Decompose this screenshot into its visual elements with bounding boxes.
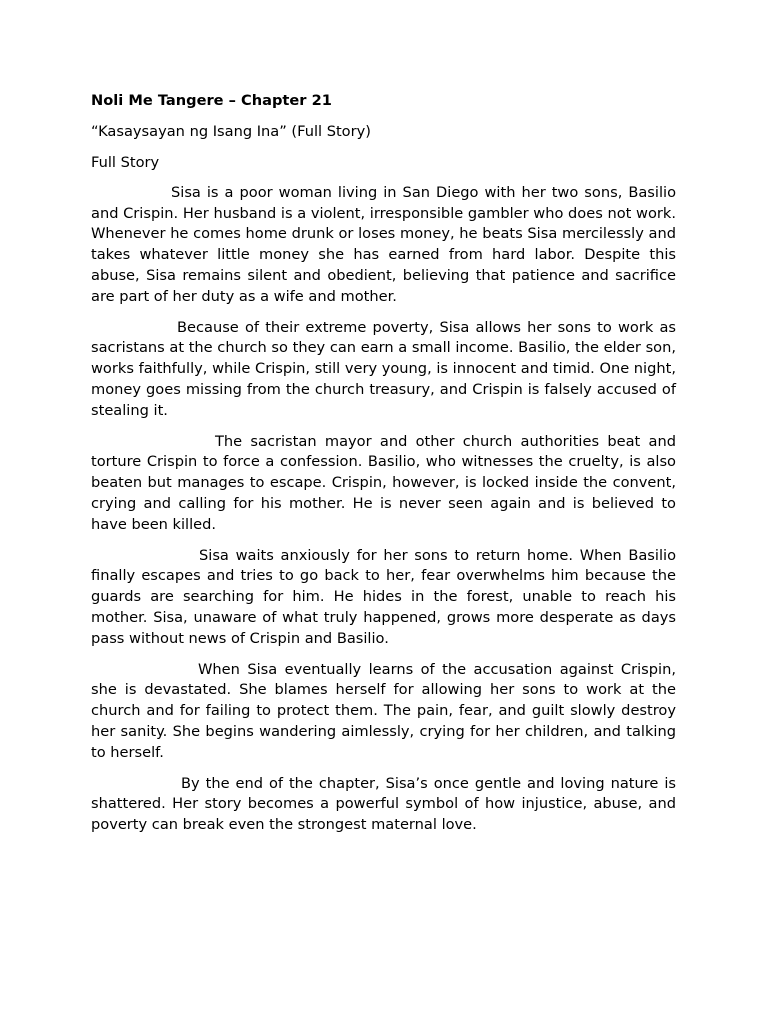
section-label: Full Story [91,154,160,171]
paragraph-3: The sacristan mayor and other church authorities beat and torture Crispin to force a confession. Basilio, who witnesses the cruelty, is also beaten but manages to escape. Crispin, however, is locked inside the convent, crying and calling for his mother. He is never seen again and is believed to have been killed. [91,432,676,533]
paragraph-5: When Sisa eventually learns of the accusation against Crispin, she is devastated. She blames herself for allowing her sons to work at the church and for failing to protect them. The pain, fear, and guilt slowly destroy her sanity. She begins wandering aimlessly, crying for her children, and talking to herself. [91,660,676,761]
document-title: Noli Me Tangere – Chapter 21 [91,92,332,109]
document-body [91,90,676,846]
document-subtitle: “Kasaysayan ng Isang Ina” (Full Story) [91,123,371,140]
paragraph-6: By the end of the chapter, Sisa’s once gentle and loving nature is shattered. Her story becomes a powerful symbol of how injustice, abuse, and poverty can break even the strongest maternal love. [91,774,676,834]
paragraph-1: Sisa is a poor woman living in San Diego with her two sons, Basilio and Crispin. Her husband is a violent, irresponsible gambler who does not work. Whenever he comes home drunk or loses money, he beats Sisa mercilessly and takes whatever little money she has earned from hard labor. Despite this abuse, Sisa remains silent and obedient, believing that patience and sacrifice are part of her duty as a wife and mother. [91,184,676,305]
paragraph-2: Because of their extreme poverty, Sisa allows her sons to work as sacristans at the church so they can earn a small income. Basilio, the elder son, works faithfully, while Crispin, still very young, is innocent and timid. One night, money goes missing from the church treasury, and Crispin is falsely accused of stealing it. [91,318,676,419]
paragraph-4: Sisa waits anxiously for her sons to return home. When Basilio finally escapes and tries to go back to her, fear overwhelms him because the guards are searching for him. He hides in the forest, unable to reach his mother. Sisa, unaware of what truly happened, grows more desperate as days pass without news of Crispin and Basilio. [91,546,676,647]
